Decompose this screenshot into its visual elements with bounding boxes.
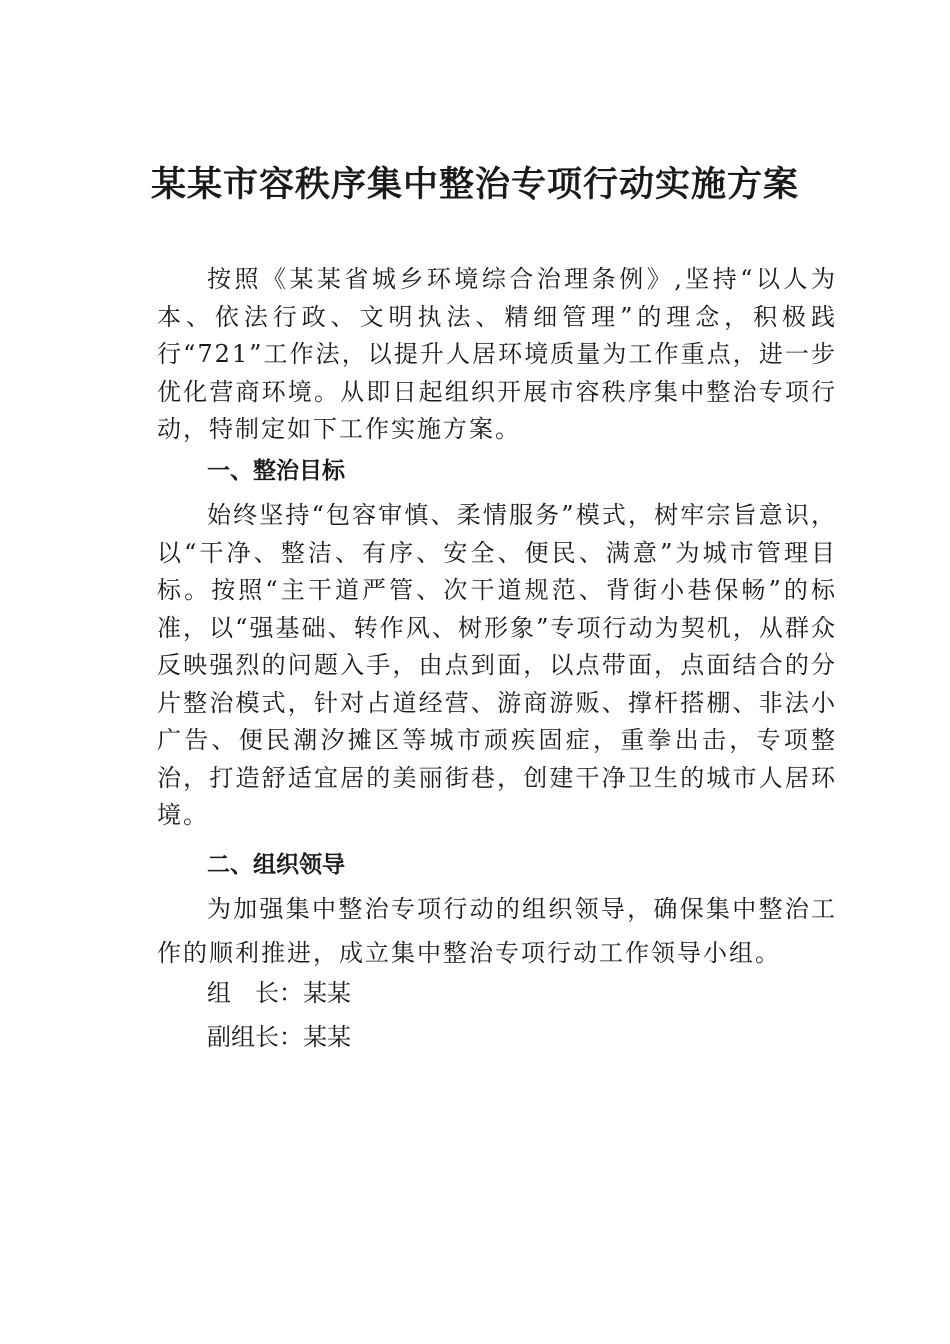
section-heading-goals: 一、整治目标 bbox=[207, 458, 345, 484]
leadership-paragraph: 为加强集中整治专项行动的组织领导，确保集中整治工作的顺利推进，成立集中整治专项行动工作领导小组。 bbox=[157, 895, 837, 967]
section-heading-leadership: 二、组织领导 bbox=[207, 852, 345, 878]
staff-deputy-leader: 副组长：某某 bbox=[207, 1023, 351, 1051]
staff-leader: 组 长：某某 bbox=[207, 979, 351, 1007]
intro-paragraph: 按照《某某省城乡环境综合治理条例》,坚持“以人为本、依法行政、文明执法、精细管理”的理念，积极践行“721”工作法，以提升人居环境质量为工作重点，进一步优化营商环境。从即日起组织开展市容秩序集中整治专项行动，特制定如下工作实施方案。 bbox=[157, 265, 837, 443]
document-title: 某某市容秩序集中整治专项行动实施方案 bbox=[150, 164, 799, 205]
goals-paragraph: 始终坚持“包容审慎、柔情服务”模式，树牢宗旨意识，以“干净、整洁、有序、安全、便民、满意”为城市管理目标。按照“主干道严管、次干道规范、背街小巷保畅”的标准，以“强基础、转作风、树形象”专项行动为契机，从群众反映强烈的问题入手，由点到面，以点带面，点面结合的分片整治模式，针对占道经营、游商游贩、撑杆搭棚、非法小广告、便民潮汐摊区等城市顽疾固症，重拳出击，专项整治，打造舒适宜居的美丽街巷，创建干净卫生的城市人居环境。 bbox=[157, 501, 837, 829]
